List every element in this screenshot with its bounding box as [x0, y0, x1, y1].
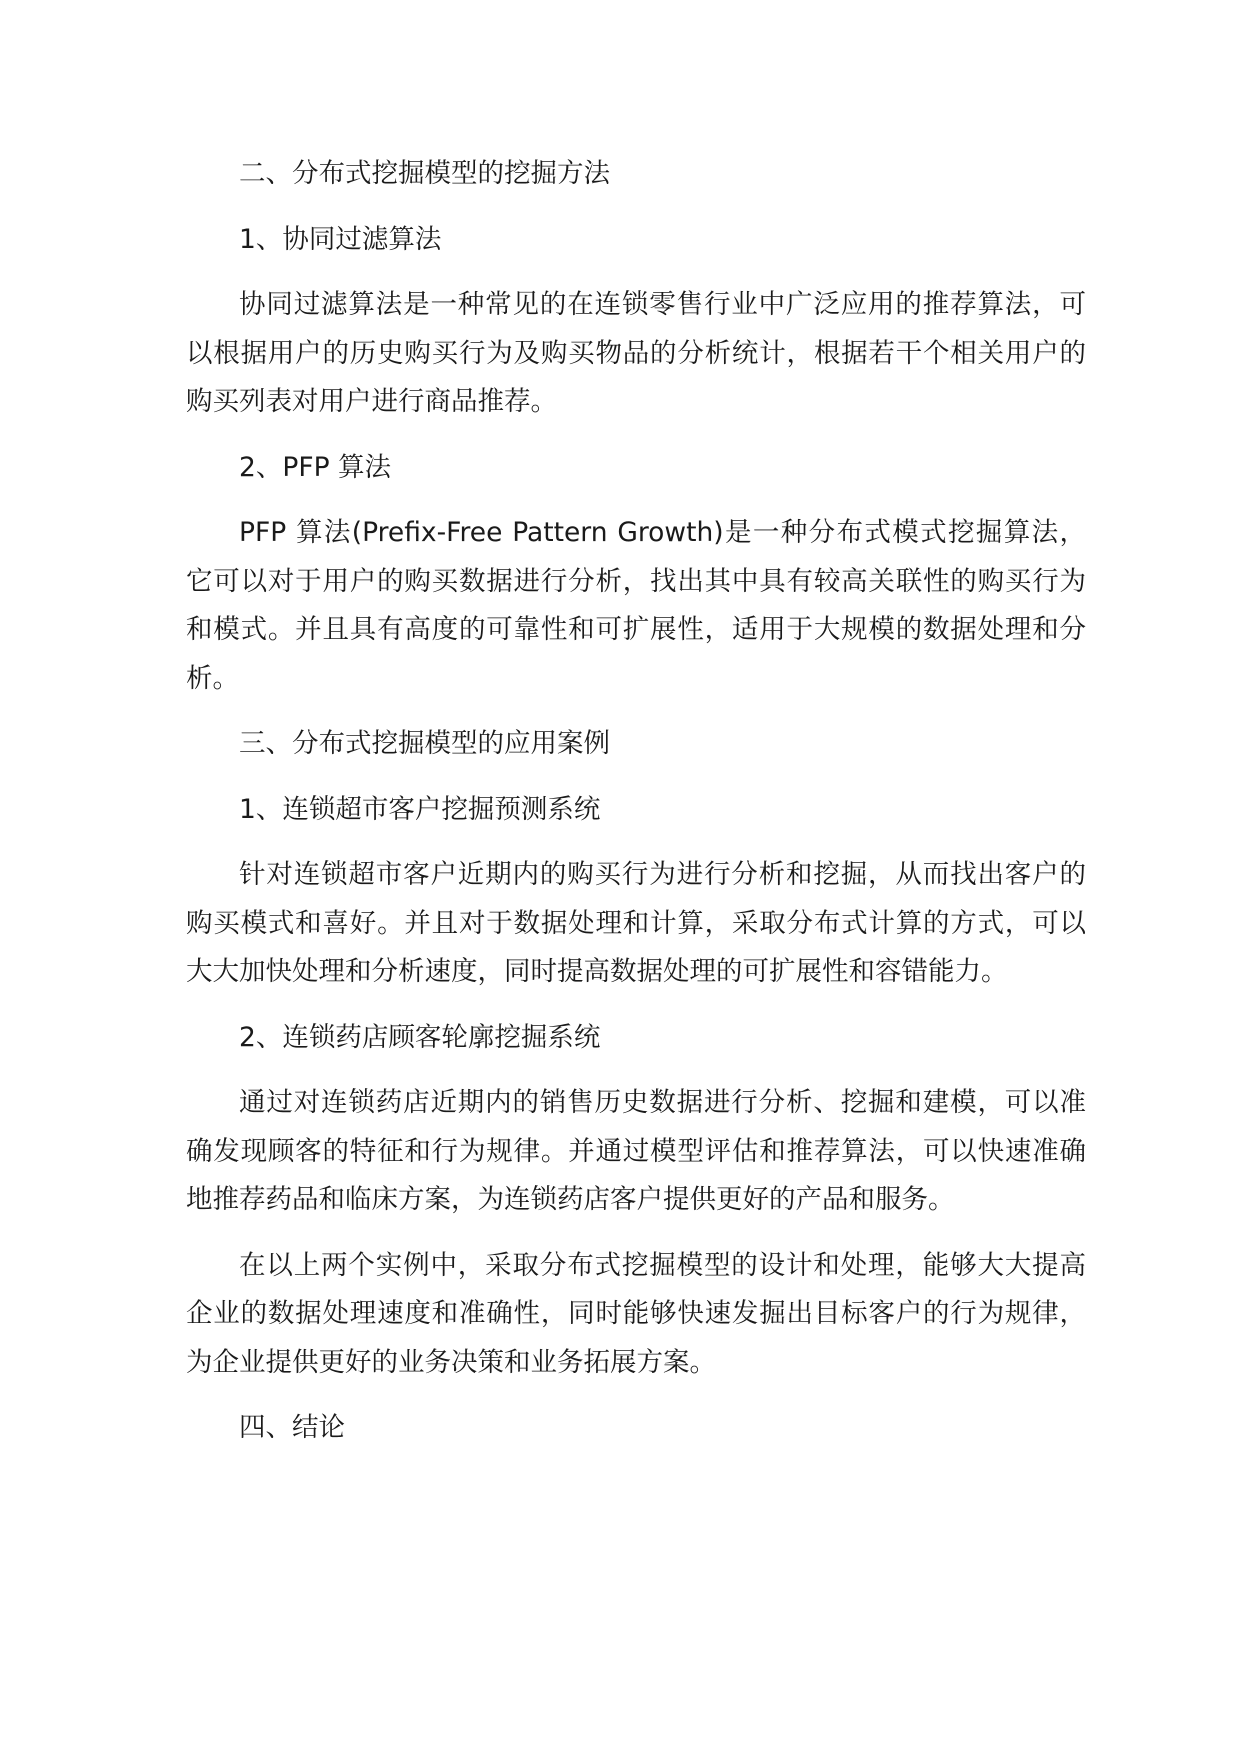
- section-heading-methods: 二、分布式挖掘模型的挖掘方法: [239, 158, 610, 189]
- document-body: [186, 150, 1086, 1453]
- section-heading-cases: 三、分布式挖掘模型的应用案例: [239, 728, 610, 759]
- paragraph-summary: 在以上两个实例中，采取分布式挖掘模型的设计和处理，能够大大提高企业的数据处理速度和准确性，同时能够快速发掘出目标客户的行为规律，为企业提供更好的业务决策和业务拓展方案。: [186, 1249, 1086, 1378]
- paragraph-pfp: PFP 算法(Prefix-Free Pattern Growth)是一种分布式模式挖掘算法，它可以对于用户的购买数据进行分析，找出其中具有较高关联性的购买行为和模式。并且具有高度的可靠性和可扩展性，适用于大规模的数据处理和分析。: [186, 517, 1086, 694]
- paragraph-pharmacy: 通过对连锁药店近期内的销售历史数据进行分析、挖掘和建模，可以准确发现顾客的特征和行为规律。并通过模型评估和推荐算法，可以快速准确地推荐药品和临床方案，为连锁药店客户提供更好的产品和服务。: [186, 1087, 1086, 1215]
- subsection-heading-pfp: 2、PFP 算法: [239, 451, 391, 483]
- subsection-heading-supermarket: 1、连锁超市客户挖掘预测系统: [239, 793, 601, 825]
- subsection-heading-pharmacy: 2、连锁药店顾客轮廓挖掘系统: [239, 1021, 601, 1053]
- subsection-heading-cf: 1、协同过滤算法: [239, 223, 442, 255]
- paragraph-supermarket: 针对连锁超市客户近期内的购买行为进行分析和挖掘，从而找出客户的购买模式和喜好。并且对于数据处理和计算，采取分布式计算的方式，可以大大加快处理和分析速度，同时提高数据处理的可扩展性和容错能力。: [186, 859, 1086, 987]
- section-heading-conclusion: 四、结论: [239, 1412, 345, 1443]
- paragraph-cf: 协同过滤算法是一种常见的在连锁零售行业中广泛应用的推荐算法，可以根据用户的历史购买行为及购买物品的分析统计，根据若干个相关用户的购买列表对用户进行商品推荐。: [186, 289, 1086, 417]
